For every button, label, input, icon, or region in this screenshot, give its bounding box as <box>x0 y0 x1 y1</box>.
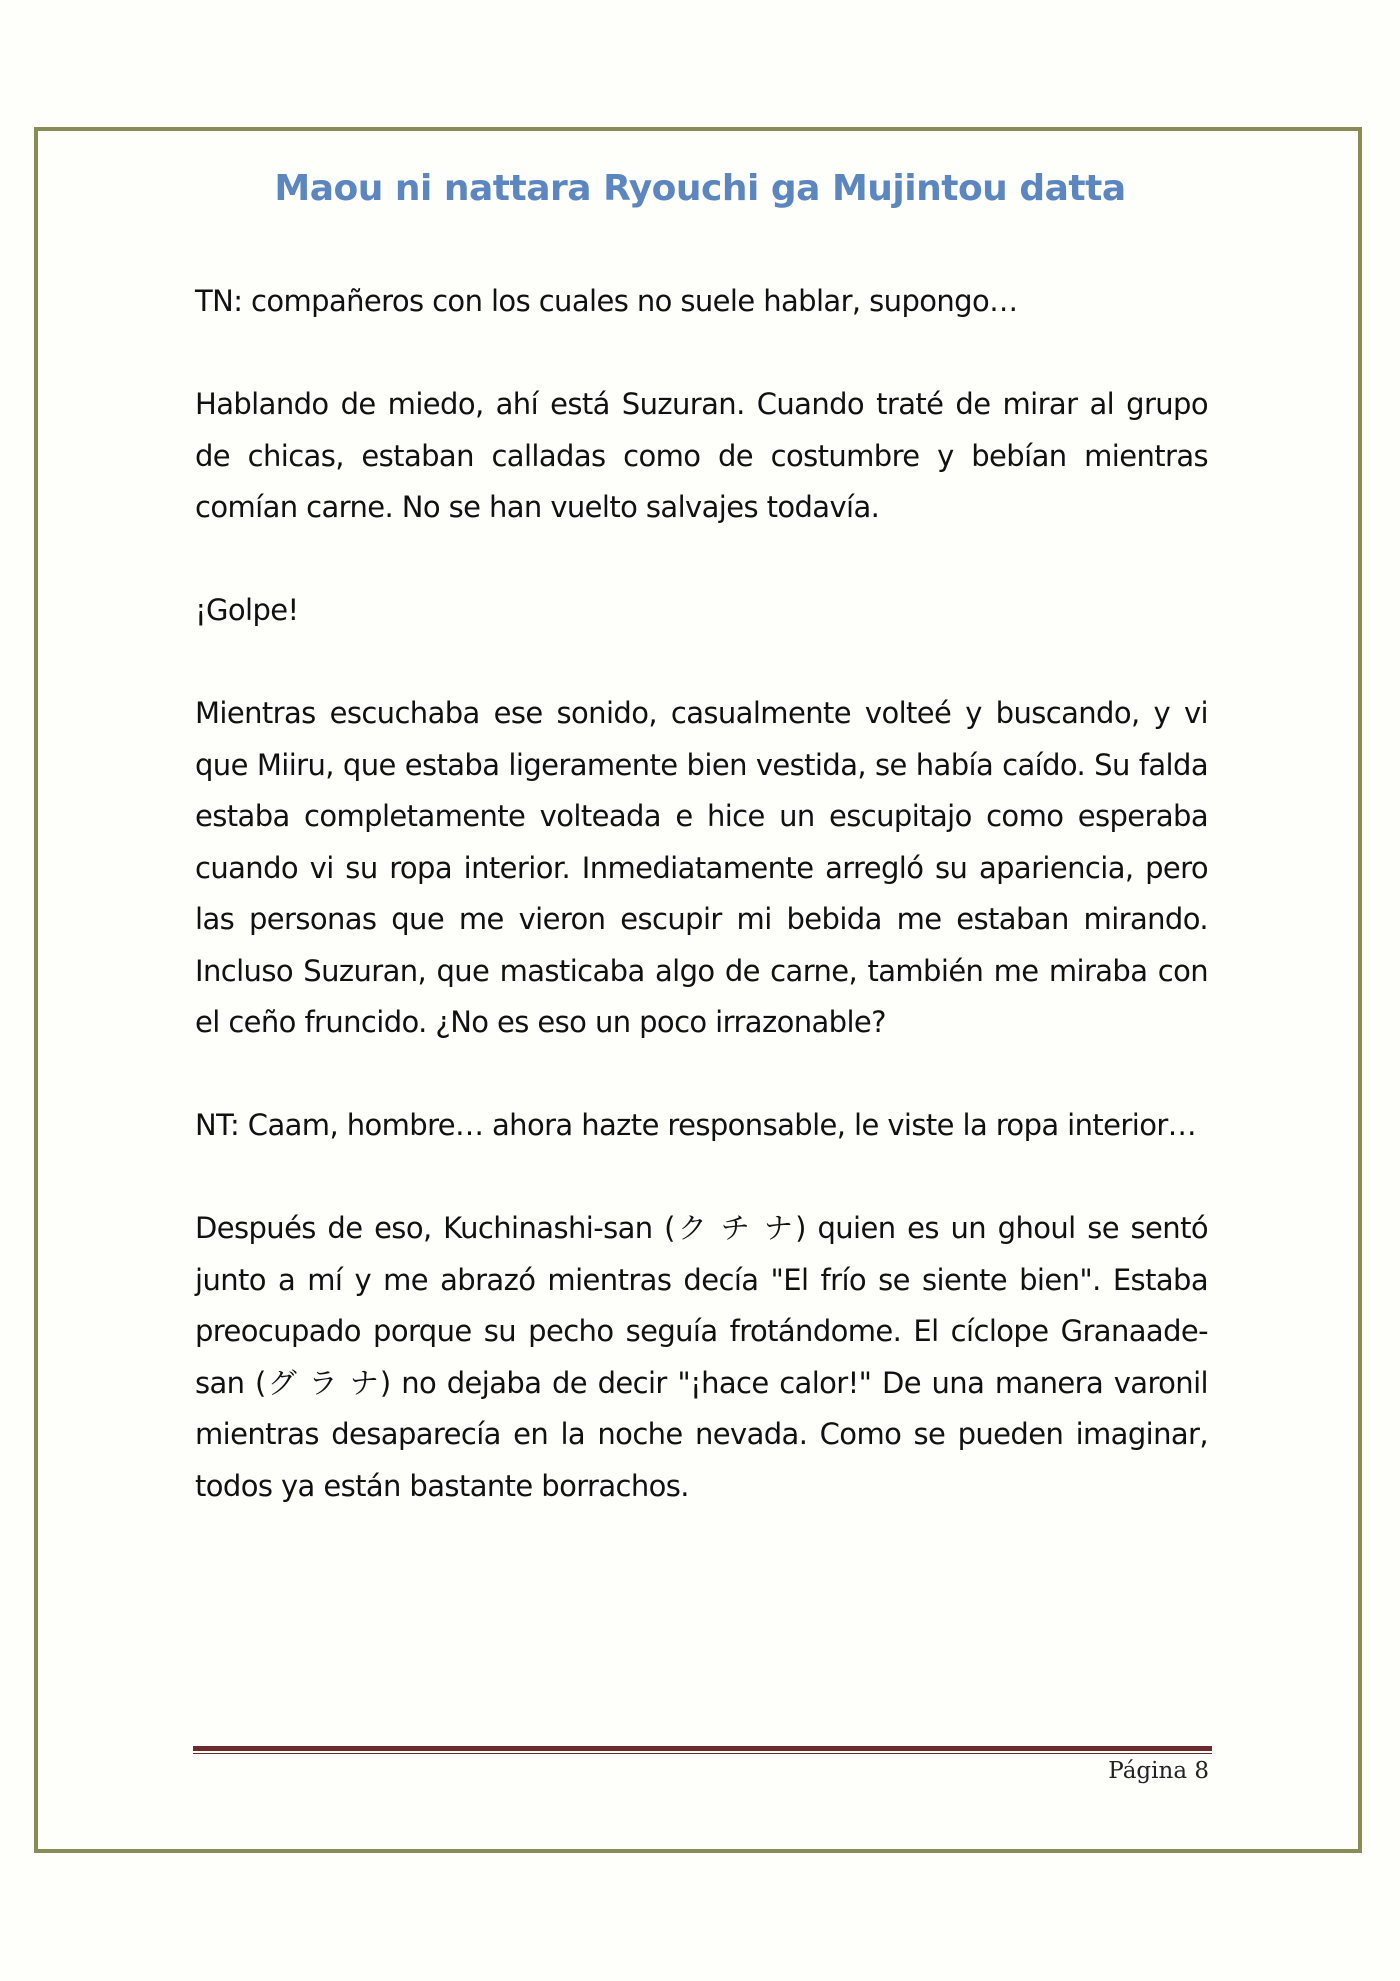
paragraph-nt-note: NT: Caam, hombre… ahora hazte responsable, le viste la ropa interior… <box>195 1108 1197 1142</box>
page-body <box>195 276 1208 1564</box>
footer-divider-thin <box>193 1753 1212 1754</box>
paragraph-tn-note: TN: compañeros con los cuales no suele hablar, supongo… <box>195 284 1018 318</box>
page-title: Maou ni nattara Ryouchi ga Mujintou datta <box>274 168 1126 209</box>
page-number: Página 8 <box>1108 1758 1209 1784</box>
paragraph-suzuran: Hablando de miedo, ahí está Suzuran. Cuando traté de mirar al grupo de chicas, estaban calladas como de costumbre y bebían mientras comían carne. No se han vuelto salvajes todavía. <box>195 387 1208 524</box>
paragraph-kuchinashi: Después de eso, Kuchinashi-san (ク チ ナ) quien es un ghoul se sentó junto a mí y me abrazó mientras decía "El frío se siente bien". Estaba preocupado porque su pecho seguía frotándome. El cíclope Granaade-san (グ ラ ナ) no dejaba de decir "¡hace calor!" De una manera varonil mientras desaparecía en la noche nevada. Como se pueden imaginar, todos ya están bastante borrachos. <box>195 1211 1208 1503</box>
footer-divider <box>193 1746 1212 1754</box>
paragraph-golpe: ¡Golpe! <box>195 593 299 627</box>
footer-divider-thick <box>193 1746 1212 1751</box>
paragraph-miiru: Mientras escuchaba ese sonido, casualmente volteé y buscando, y vi que Miiru, que estaba ligeramente bien vestida, se había caído. Su falda estaba completamente volteada e hice un escupitajo como esperaba cuando vi su ropa interior. Inmediatamente arregló su apariencia, pero las personas que me vieron escupir mi bebida me estaban mirando. Incluso Suzuran, que masticaba algo de carne, también me miraba con el ceño fruncido. ¿No es eso un poco irrazonable? <box>195 696 1208 1039</box>
